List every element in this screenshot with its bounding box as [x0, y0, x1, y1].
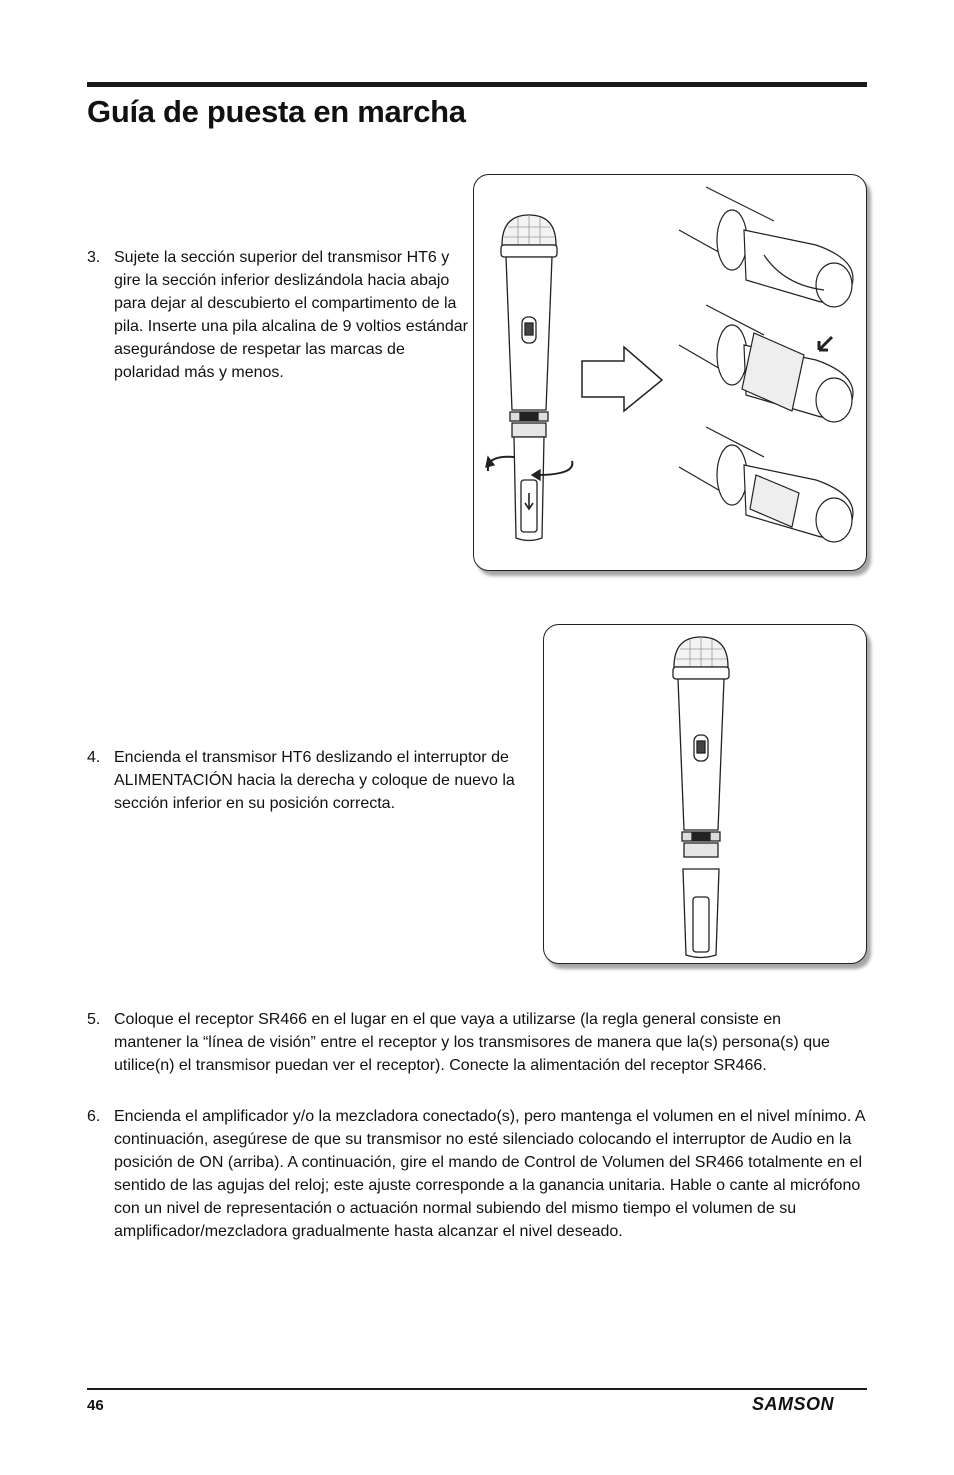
step-number: 4.	[87, 749, 101, 766]
microphone-icon	[486, 215, 572, 541]
page-title: Guía de puesta en marcha	[87, 94, 466, 129]
step-text: Encienda el transmisor HT6 deslizando el interruptor de ALIMENTACIÓN hacia la derecha y coloque de nuevo la sección inferior en su posición correcta.	[114, 749, 515, 812]
bottom-rule	[87, 1388, 867, 1390]
page-number: 46	[87, 1397, 104, 1414]
step-text: Sujete la sección superior del transmisor HT6 y gire la sección inferior deslizándola hacia abajo para dejar al descubierto el compartimento de la pila. Inserte una pila alcalina de 9 voltios estándar asegurándose de respetar las marcas de polaridad más y menos.	[114, 249, 468, 381]
battery-compartment-icon	[679, 187, 853, 307]
step-text: Coloque el receptor SR466 en el lugar en el que vaya a utilizarse (la regla general consiste en mantener la “línea de visión” entre el receptor y los transmisores de manera que la(s) persona(s) que utilice(n) el transmisor puedan ver el receptor). Conecte la alimentación del receptor SR466.	[114, 1011, 830, 1074]
battery-installed-icon	[679, 427, 853, 542]
step-number: 3.	[87, 249, 101, 266]
step-text: Encienda el amplificador y/o la mezcladora conectado(s), pero mantenga el volumen en el nivel mínimo. A continuación, asegúrese de que su transmisor no esté silenciado colocando el interruptor de Audio en la posición de ON (arriba). A continuación, gire el mando de Control de Volumen del SR466 totalmente en el sentido de las agujas del reloj; este ajuste corresponde a la ganancia unitaria. Hable o cante al micrófono con un nivel de representación o actuación normal subiendo del mismo tiempo el volumen de su amplificador/mezcladora gradualmente hasta alcanzar el nivel deseado.	[114, 1108, 865, 1240]
microphone-assembled-illustration	[543, 624, 867, 964]
battery-insert-icon	[679, 305, 853, 422]
arrow-right-icon	[582, 347, 662, 411]
top-rule	[87, 82, 867, 87]
step-number: 5.	[87, 1011, 101, 1028]
step-number: 6.	[87, 1108, 101, 1125]
battery-installation-illustration	[473, 174, 867, 571]
microphone-icon	[673, 637, 729, 958]
samson-logo: SAMSON	[752, 1394, 835, 1414]
